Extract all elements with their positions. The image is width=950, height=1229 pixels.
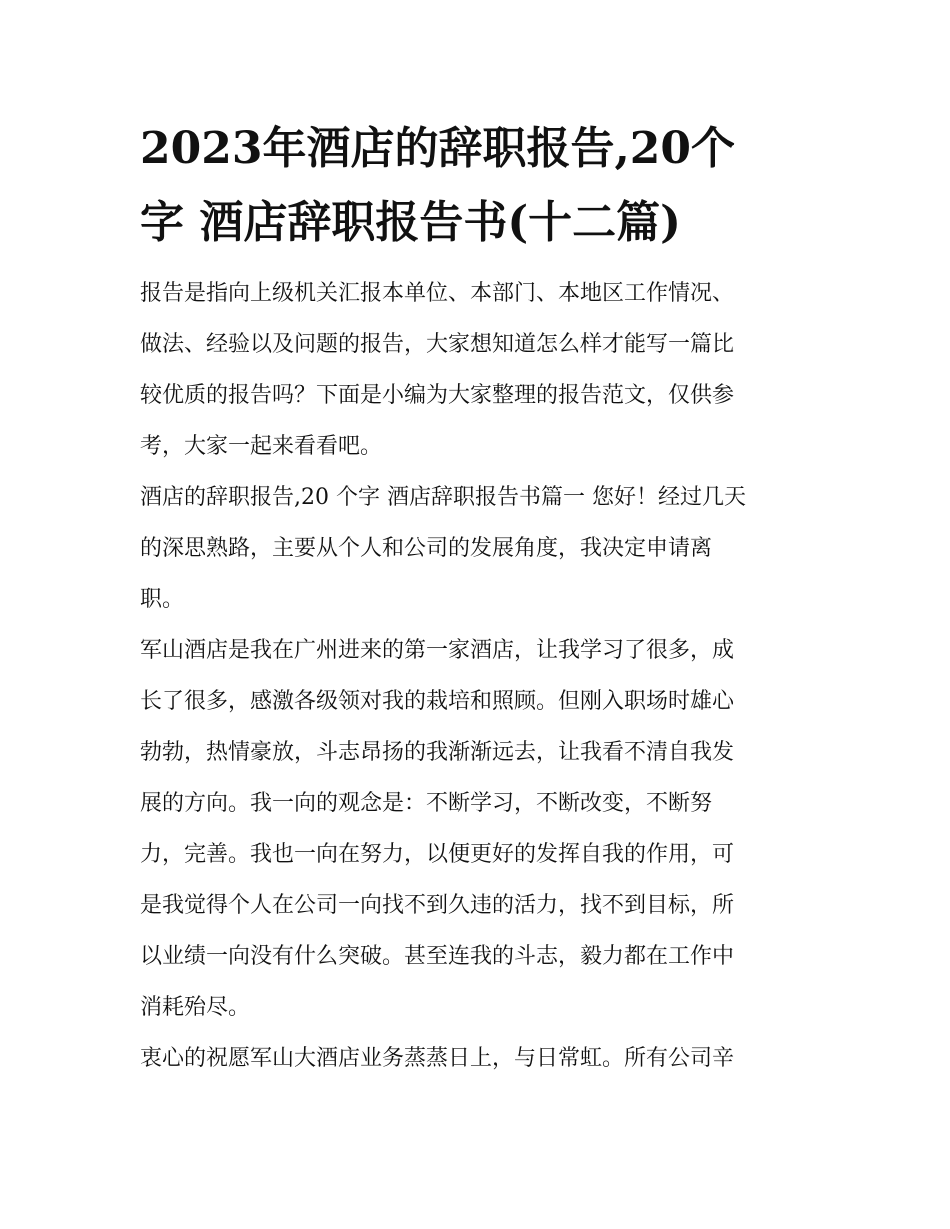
paragraph-wishes	[140, 1033, 812, 1084]
text-line: 以业绩一向没有什么突破。甚至连我的斗志，毅力都在工作中	[140, 944, 735, 969]
paragraph-reason	[140, 625, 812, 1033]
document-title	[140, 112, 812, 260]
document-body	[140, 268, 812, 1084]
text-line: 的深思熟路，主要从个人和公司的发展角度，我决定申请离	[140, 536, 713, 561]
text-line: 勃勃，热情豪放，斗志昂扬的我渐渐远去，让我看不清自我发	[140, 740, 735, 765]
text-line: 考，大家一起来看看吧。	[140, 434, 383, 459]
text-line: 做法、经验以及问题的报告，大家想知道怎么样才能写一篇比	[140, 332, 735, 357]
title-line-2: 字 酒店辞职报告书(十二篇)	[140, 197, 681, 248]
paragraph-intro	[140, 268, 812, 472]
text-line: 力，完善。我也一向在努力，以便更好的发挥自我的作用，可	[140, 842, 735, 867]
text-line: 较优质的报告吗？下面是小编为大家整理的报告范文，仅供参	[140, 383, 735, 408]
text-line: 长了很多，感激各级领对我的栽培和照顾。但刚入职场时雄心	[140, 689, 735, 714]
paragraph-greeting	[140, 472, 812, 625]
text-line: 是我觉得个人在公司一向找不到久违的活力，找不到目标，所	[140, 893, 735, 918]
text-line: 展的方向。我一向的观念是：不断学习，不断改变，不断努	[140, 791, 713, 816]
text-line: 消耗殆尽。	[140, 995, 251, 1020]
text-line: 军山酒店是我在广州进来的第一家酒店，让我学习了很多，成	[140, 638, 735, 663]
title-line-1: 2023年酒店的辞职报告,20个	[140, 123, 736, 174]
text-line: 酒店的辞职报告,20 个字 酒店辞职报告书篇一 您好！经过几天	[140, 485, 746, 510]
text-line: 报告是指向上级机关汇报本单位、本部门、本地区工作情况、	[140, 281, 735, 306]
text-line: 衷心的祝愿军山大酒店业务蒸蒸日上，与日常虹。所有公司辛	[140, 1046, 735, 1071]
text-line: 职。	[140, 587, 185, 612]
document-content	[140, 112, 812, 1084]
